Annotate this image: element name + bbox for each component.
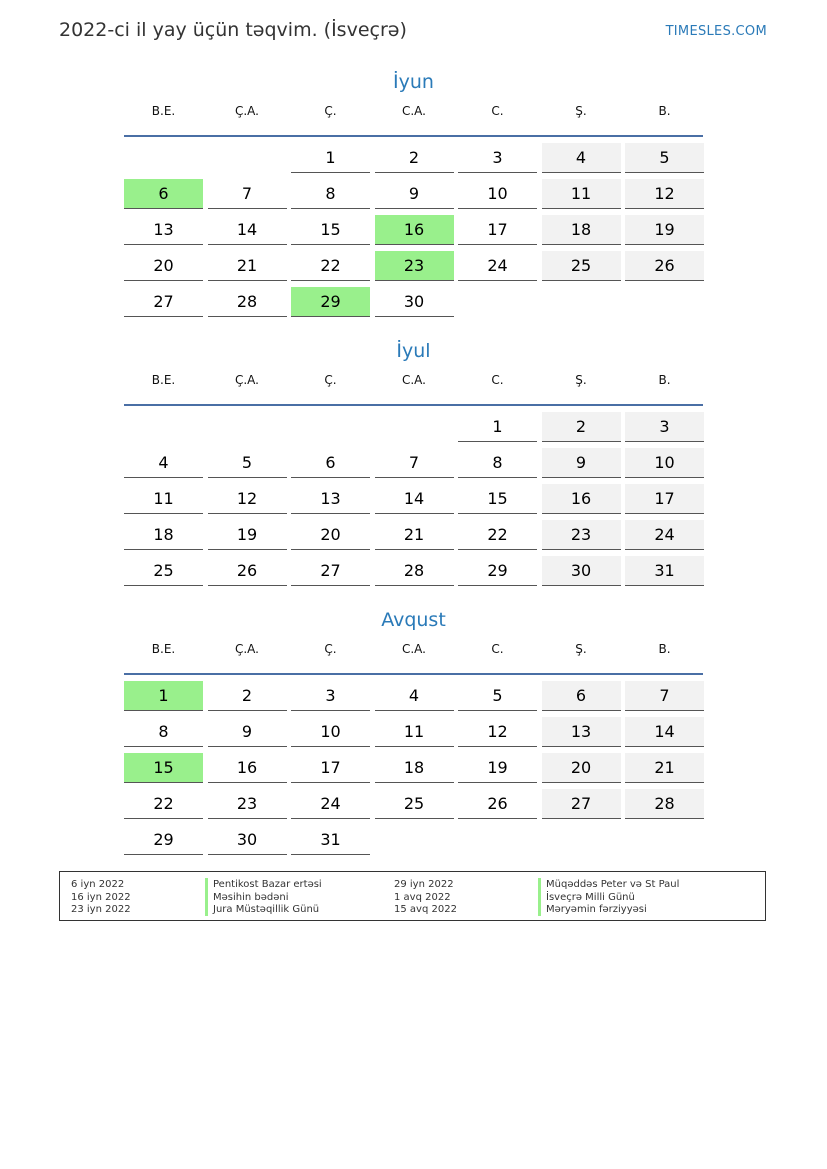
day-cell: 16 xyxy=(208,753,287,783)
day-cell: 22 xyxy=(124,789,203,819)
month-name: Avqust xyxy=(381,609,446,631)
day-cell: 14 xyxy=(375,484,454,514)
holiday-name: Jura Müstəqillik Günü xyxy=(205,903,319,916)
day-cell: 6 xyxy=(124,179,203,209)
day-cell: 29 xyxy=(291,287,370,317)
day-cell: 1 xyxy=(291,143,370,173)
day-cell: 28 xyxy=(375,556,454,586)
month-calendar xyxy=(124,607,703,849)
day-cell: 11 xyxy=(375,717,454,747)
day-cell: 26 xyxy=(458,789,537,819)
day-cell: 5 xyxy=(458,681,537,711)
holiday-name: Məryəmin fərziyyəsi xyxy=(538,903,647,916)
day-cell: 16 xyxy=(375,215,454,245)
day-cell: 17 xyxy=(625,484,704,514)
day-cell: 8 xyxy=(291,179,370,209)
day-cell: 12 xyxy=(208,484,287,514)
day-cell: 16 xyxy=(542,484,621,514)
day-cell: 30 xyxy=(375,287,454,317)
day-cell: 3 xyxy=(458,143,537,173)
day-cell: 25 xyxy=(542,251,621,281)
weekday-label: C.A. xyxy=(401,373,426,387)
day-cell: 12 xyxy=(458,717,537,747)
holiday-date: 29 iyn 2022 xyxy=(394,879,454,890)
holiday-date: 15 avq 2022 xyxy=(394,904,457,915)
holiday-name: İsveçrə Milli Günü xyxy=(538,891,635,904)
holiday-date: 1 avq 2022 xyxy=(394,891,451,903)
site-link[interactable]: TIMESLES.COM xyxy=(665,24,767,39)
day-cell: 13 xyxy=(542,717,621,747)
day-cell: 24 xyxy=(458,251,537,281)
month-name: İyul xyxy=(396,340,431,362)
day-cell: 4 xyxy=(375,681,454,711)
day-cell: 9 xyxy=(375,179,454,209)
weekday-label: Ş. xyxy=(575,104,587,118)
day-cell: 19 xyxy=(625,215,704,245)
day-cell: 24 xyxy=(291,789,370,819)
weekday-label: Ş. xyxy=(575,642,587,656)
day-cell: 3 xyxy=(625,412,704,442)
day-cell: 6 xyxy=(542,681,621,711)
holiday-date: 16 iyn 2022 xyxy=(71,891,131,903)
day-cell: 2 xyxy=(375,143,454,173)
weekday-label: Ç. xyxy=(324,373,337,387)
day-cell: 10 xyxy=(625,448,704,478)
day-cell: 22 xyxy=(458,520,537,550)
day-cell: 8 xyxy=(124,717,203,747)
day-cell: 25 xyxy=(375,789,454,819)
day-cell: 14 xyxy=(208,215,287,245)
day-cell: 11 xyxy=(124,484,203,514)
day-cell: 26 xyxy=(625,251,704,281)
day-cell: 25 xyxy=(124,556,203,586)
holiday-name: Məsihin bədəni xyxy=(205,891,289,904)
day-cell: 28 xyxy=(625,789,704,819)
day-cell: 3 xyxy=(291,681,370,711)
day-cell: 15 xyxy=(291,215,370,245)
day-cell: 23 xyxy=(542,520,621,550)
day-cell: 28 xyxy=(208,287,287,317)
day-cell: 21 xyxy=(625,753,704,783)
day-cell: 31 xyxy=(625,556,704,586)
day-cell: 1 xyxy=(458,412,537,442)
weekday-label: B.E. xyxy=(151,642,176,656)
weekday-label: C.A. xyxy=(401,104,426,118)
day-cell: 26 xyxy=(208,556,287,586)
page-title: 2022-ci il yay üçün təqvim. (İsveçrə) xyxy=(59,19,407,41)
weekday-label: B.E. xyxy=(151,104,176,118)
day-cell: 17 xyxy=(291,753,370,783)
day-cell: 8 xyxy=(458,448,537,478)
month-calendar xyxy=(124,338,703,580)
day-cell: 6 xyxy=(291,448,370,478)
weekday-label: C.A. xyxy=(401,642,426,656)
day-cell: 4 xyxy=(124,448,203,478)
weekday-label: C. xyxy=(491,373,504,387)
day-cell: 7 xyxy=(375,448,454,478)
day-cell: 5 xyxy=(208,448,287,478)
day-cell: 27 xyxy=(542,789,621,819)
day-cell: 2 xyxy=(208,681,287,711)
day-cell: 2 xyxy=(542,412,621,442)
day-cell: 10 xyxy=(458,179,537,209)
day-cell: 30 xyxy=(208,825,287,855)
day-cell: 13 xyxy=(291,484,370,514)
day-cell: 22 xyxy=(291,251,370,281)
day-cell: 1 xyxy=(124,681,203,711)
weekday-label: C. xyxy=(491,642,504,656)
day-cell: 4 xyxy=(542,143,621,173)
weekday-label: B. xyxy=(658,104,671,118)
holiday-date: 23 iyn 2022 xyxy=(71,904,131,915)
holiday-name: Müqəddəs Peter və St Paul xyxy=(538,878,679,891)
holiday-name: Pentikost Bazar ertəsi xyxy=(205,878,322,891)
day-cell: 27 xyxy=(124,287,203,317)
weekday-label: B. xyxy=(658,642,671,656)
day-cell: 15 xyxy=(458,484,537,514)
weekday-label: Ç.A. xyxy=(234,104,259,118)
day-cell: 14 xyxy=(625,717,704,747)
day-cell: 9 xyxy=(542,448,621,478)
weekday-label: Ş. xyxy=(575,373,587,387)
weekday-header xyxy=(124,633,703,675)
day-cell: 20 xyxy=(542,753,621,783)
holiday-date: 6 iyn 2022 xyxy=(71,879,125,890)
day-cell: 23 xyxy=(208,789,287,819)
day-cell: 13 xyxy=(124,215,203,245)
weekday-label: B.E. xyxy=(151,373,176,387)
day-cell: 17 xyxy=(458,215,537,245)
weekday-header xyxy=(124,364,703,406)
month-calendar xyxy=(124,69,703,311)
day-cell: 31 xyxy=(291,825,370,855)
day-cell: 11 xyxy=(542,179,621,209)
month-name: İyun xyxy=(393,71,434,93)
day-cell: 29 xyxy=(458,556,537,586)
weekday-label: Ç. xyxy=(324,104,337,118)
day-cell: 5 xyxy=(625,143,704,173)
weekday-header xyxy=(124,95,703,137)
day-cell: 21 xyxy=(375,520,454,550)
day-cell: 30 xyxy=(542,556,621,586)
day-cell: 15 xyxy=(124,753,203,783)
day-cell: 24 xyxy=(625,520,704,550)
day-cell: 12 xyxy=(625,179,704,209)
day-cell: 29 xyxy=(124,825,203,855)
day-cell: 7 xyxy=(625,681,704,711)
day-cell: 20 xyxy=(291,520,370,550)
holiday-legend xyxy=(59,871,766,921)
day-cell: 18 xyxy=(375,753,454,783)
day-cell: 21 xyxy=(208,251,287,281)
weekday-label: Ç.A. xyxy=(234,642,259,656)
day-cell: 20 xyxy=(124,251,203,281)
day-cell: 27 xyxy=(291,556,370,586)
weekday-label: C. xyxy=(491,104,504,118)
day-cell: 7 xyxy=(208,179,287,209)
weekday-label: Ç. xyxy=(324,642,337,656)
day-cell: 18 xyxy=(124,520,203,550)
day-cell: 23 xyxy=(375,251,454,281)
day-cell: 19 xyxy=(208,520,287,550)
weekday-label: Ç.A. xyxy=(234,373,259,387)
day-cell: 18 xyxy=(542,215,621,245)
weekday-label: B. xyxy=(658,373,671,387)
day-cell: 9 xyxy=(208,717,287,747)
day-cell: 10 xyxy=(291,717,370,747)
day-cell: 19 xyxy=(458,753,537,783)
